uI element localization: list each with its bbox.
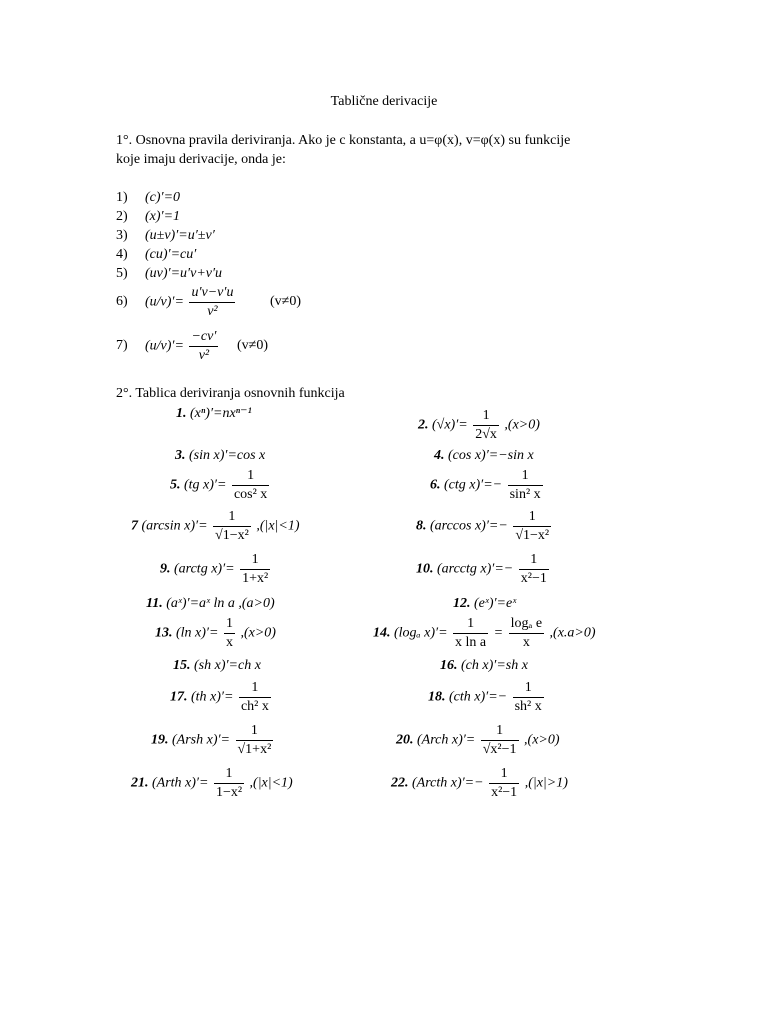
entry-lhs: (Arsh x)′= [172, 732, 230, 748]
rule-number: 4) [116, 247, 128, 262]
entry-number: 2. [418, 417, 429, 433]
derivative-entry [170, 679, 273, 716]
entry-lhs: (√x)′= [432, 417, 468, 433]
rule-fraction-formula [145, 284, 237, 321]
entry-formula: (eˣ)′=eˣ [474, 596, 517, 611]
entry-number: 10. [416, 561, 434, 577]
entry-denominator: √x²−1 [482, 742, 517, 757]
entry-numerator: 1 [225, 616, 233, 631]
entry-lhs: (cth x)′=− [449, 689, 508, 705]
rule-fraction-formula [145, 328, 220, 365]
entry-condition: ,(x>0) [504, 417, 540, 433]
entry-numerator: 1 [225, 766, 233, 781]
entry-numerator: 1 [482, 408, 490, 423]
entry-denominator: sh² x [514, 699, 542, 714]
entry-denominator: x [225, 635, 233, 650]
entry-numerator: 1 [251, 552, 259, 567]
entry-number: 11. [146, 596, 163, 611]
derivative-entry [160, 551, 272, 588]
rule-lhs: (u/v)′= [145, 338, 184, 354]
entry-denominator: cos² x [233, 487, 268, 502]
entry-number: 6. [430, 477, 441, 493]
rule-denominator: v² [189, 302, 235, 321]
entry-number: 3. [175, 448, 186, 463]
entry-denominator: x²−1 [491, 785, 518, 800]
entry-lhs: (logₐ x)′= [394, 625, 448, 641]
derivative-entry [173, 658, 261, 674]
entry-number: 13. [155, 625, 173, 641]
section1-heading-line2: koje imaju derivacije, onda je: [116, 152, 286, 167]
entry-number: 8. [416, 518, 427, 534]
section2-heading: 2°. Tablica deriviranja osnovnih funkcija [116, 386, 345, 401]
rule-number: 5) [116, 266, 128, 281]
entry-numerator: 1 [228, 509, 236, 524]
entry-number: 22. [391, 775, 409, 791]
rule-formula: (x)′=1 [145, 209, 181, 224]
rule-number: 6) [116, 294, 128, 309]
rule-numerator: u′v−v′u [191, 285, 234, 300]
rule-number: 7) [116, 338, 128, 353]
entry-numerator: 1 [251, 680, 259, 695]
entry-condition: ,(x>0) [524, 732, 560, 748]
derivative-entry [434, 448, 534, 464]
rule-formula: (u±v)′=u′±v′ [145, 228, 215, 243]
entry-equals: = [493, 625, 504, 641]
entry-number: 16. [440, 658, 458, 673]
derivative-entry [396, 722, 560, 759]
entry-number: 18. [428, 689, 446, 705]
derivative-entry [170, 467, 271, 504]
entry-lhs: (Arth x)′= [152, 775, 209, 791]
entry-lhs: (arcctg x)′=− [437, 561, 514, 577]
entry-lhs: (ln x)′= [176, 625, 219, 641]
rule-number: 2) [116, 209, 128, 224]
derivative-entry [155, 615, 276, 652]
entry-formula: (ch x)′=sh x [461, 658, 528, 673]
derivative-entry [416, 508, 553, 545]
entry-number: 7 [131, 518, 138, 534]
rule-formula: (cu)′=cu′ [145, 247, 197, 262]
derivative-entry [391, 765, 568, 802]
entry-lhs: (th x)′= [191, 689, 234, 705]
derivative-entry [131, 508, 300, 545]
entry-numerator: 1 [496, 723, 504, 738]
entry-number: 9. [160, 561, 171, 577]
derivative-entry [373, 615, 596, 652]
entry-lhs: (tg x)′= [184, 477, 227, 493]
entry-formula: (sin x)′=cos x [189, 448, 266, 463]
entry-number: 15. [173, 658, 191, 673]
entry-number: 5. [170, 477, 181, 493]
rule-numerator: −cv′ [191, 329, 217, 344]
entry-denominator: √1−x² [515, 528, 550, 543]
entry-denominator: ch² x [240, 699, 269, 714]
derivative-entry [175, 448, 265, 464]
entry-number: 21. [131, 775, 149, 791]
entry-number: 14. [373, 625, 391, 641]
entry-lhs: (arcsin x)′= [141, 518, 208, 534]
derivative-entry [430, 467, 545, 504]
derivative-entry [416, 551, 551, 588]
entry-numerator: 1 [530, 552, 538, 567]
entry-denominator: 1−x² [215, 785, 243, 800]
entry-condition: ,(x.a>0) [549, 625, 596, 641]
entry-numerator: 1 [247, 468, 255, 483]
entry-denominator: x²−1 [520, 571, 547, 586]
derivative-entry [428, 679, 546, 716]
entry-condition: ,(|x|<1) [256, 518, 300, 534]
entry-numerator: 1 [528, 509, 536, 524]
entry-lhs: (arccos x)′=− [430, 518, 508, 534]
entry-denominator-2: x [509, 633, 544, 652]
entry-formula: (aˣ)′=aˣ ln a ,(a>0) [166, 596, 275, 611]
entry-numerator: 1 [521, 468, 529, 483]
entry-denominator: x ln a [455, 635, 487, 650]
entry-lhs: (Arcth x)′=− [412, 775, 484, 791]
rule-lhs: (u/v)′= [145, 294, 184, 310]
entry-formula: (sh x)′=ch x [194, 658, 261, 673]
rule-number: 3) [116, 228, 128, 243]
entry-numerator: 1 [467, 616, 475, 631]
derivative-entry [440, 658, 528, 674]
entry-number: 17. [170, 689, 188, 705]
entry-condition: ,(|x|>1) [524, 775, 568, 791]
derivative-entry [453, 596, 516, 612]
entry-numerator: 1 [250, 723, 258, 738]
rule-denominator: v² [189, 346, 218, 365]
section1-heading: 1°. Osnovna pravila deriviranja. Ako je c konstanta, a u=φ(x), v=φ(x) su funkcije [116, 133, 571, 148]
entry-number: 19. [151, 732, 169, 748]
entry-denominator: 2√x [475, 427, 497, 442]
entry-denominator: √1+x² [237, 742, 272, 757]
rule-formula: (c)′=0 [145, 190, 181, 205]
entry-lhs: (ctg x)′=− [444, 477, 503, 493]
page-title: Tablične derivacije [330, 94, 438, 109]
derivative-entry [146, 596, 275, 612]
rule-condition: (v≠0) [270, 294, 302, 309]
entry-lhs: (Arch x)′= [417, 732, 476, 748]
entry-formula: (cos x)′=−sin x [448, 448, 534, 463]
rule-condition: (v≠0) [237, 338, 269, 353]
entry-denominator: sin² x [509, 487, 541, 502]
entry-denominator: 1+x² [242, 571, 269, 586]
rule-formula: (uv)′=u′v+v′u [145, 266, 223, 281]
rule-number: 1) [116, 190, 128, 205]
entry-formula: (xⁿ)′=nxⁿ⁻¹ [190, 406, 252, 421]
entry-number: 1. [176, 406, 187, 421]
derivative-entry [418, 407, 540, 444]
entry-number: 12. [453, 596, 471, 611]
derivative-entry [151, 722, 275, 759]
entry-numerator: 1 [500, 766, 508, 781]
entry-lhs: (arctg x)′= [174, 561, 235, 577]
entry-numerator: 1 [524, 680, 532, 695]
entry-numerator-2: logₐ e [510, 616, 543, 631]
entry-number: 20. [396, 732, 414, 748]
entry-denominator: √1−x² [215, 528, 249, 543]
derivative-entry [131, 765, 293, 802]
derivative-entry [176, 405, 252, 422]
entry-condition: ,(x>0) [240, 625, 276, 641]
entry-number: 4. [434, 448, 445, 463]
entry-condition: ,(|x|<1) [249, 775, 293, 791]
